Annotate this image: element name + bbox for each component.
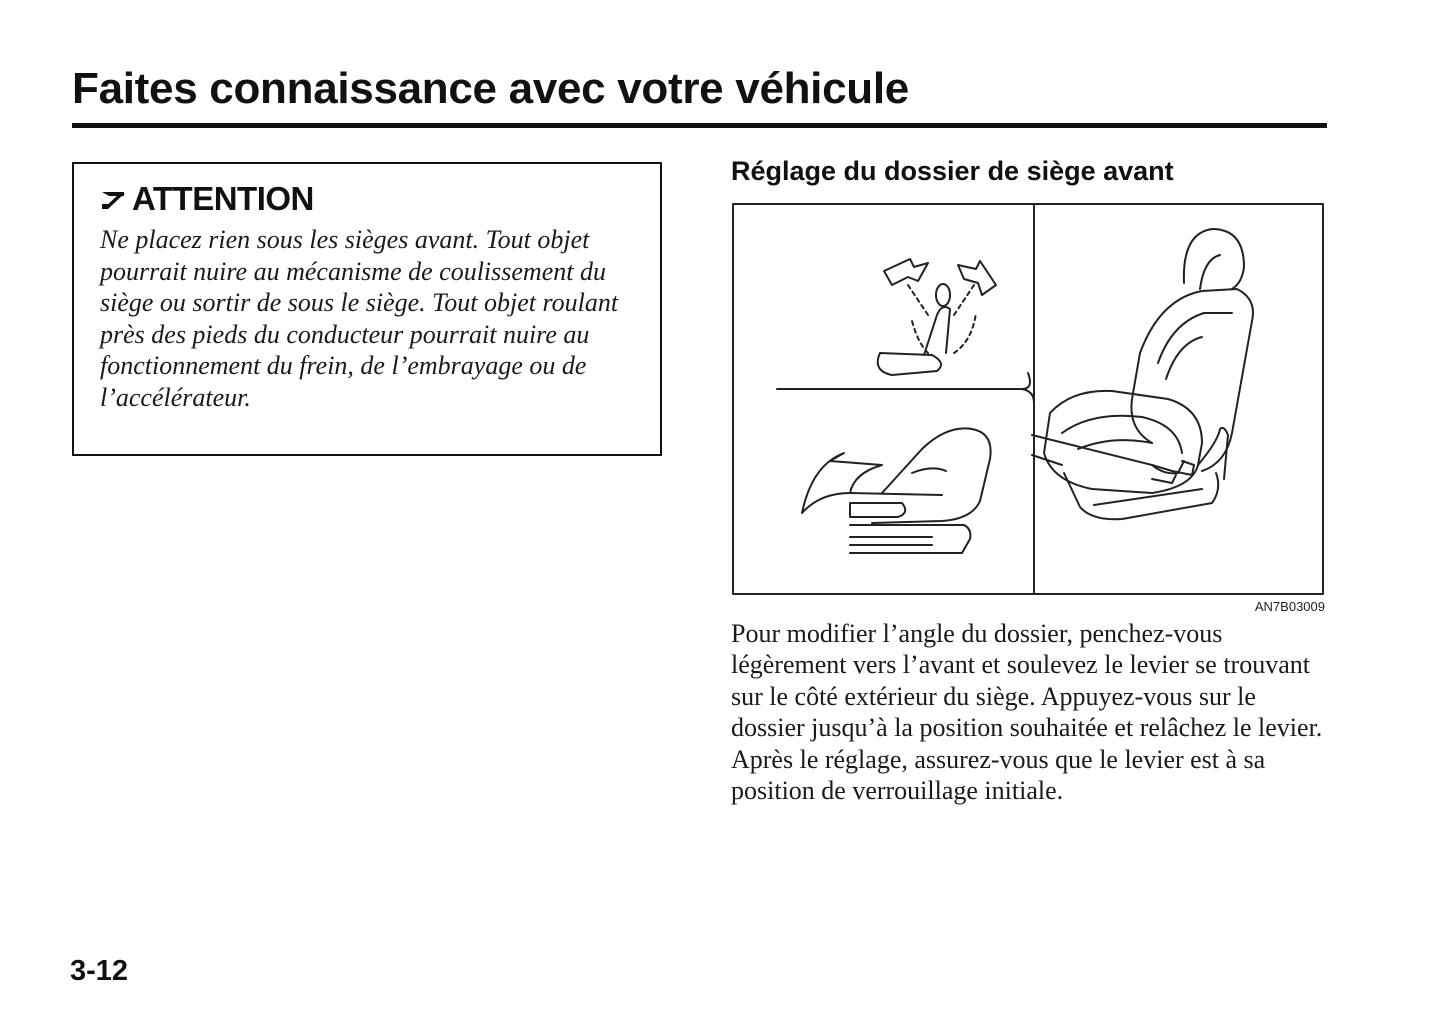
figure-code: AN7B03009 [1254, 599, 1325, 614]
recline-diagram [878, 259, 996, 375]
section-heading: Réglage du dossier de siège avant [731, 156, 1174, 186]
lever-diagram [802, 428, 991, 553]
warning-label: ATTENTION [132, 180, 314, 217]
seat-adjustment-illustration [732, 203, 1324, 595]
page-title: Faites connaissance avec votre véhicule [72, 64, 909, 113]
warning-box [72, 162, 662, 456]
title-divider [72, 123, 1327, 128]
warning-header [100, 180, 314, 218]
body-text: Pour modifier l’angle du dossier, penchez-vous légèrement vers l’avant et soulevez le levier se trouvant sur le côté extérieur du siège. Appuyez-vous sur le dossier jusqu’à la position souhaitée et relâchez le levier. Après le réglage, assurez-vous que le levier est à sa position de verrouillage initiale. [731, 619, 1323, 806]
warning-text: Ne placez rien sous les sièges avant. Tout objet pourrait nuire au mécanisme de coulissement du siège ou sortir de sous le siège. Tout objet roulant près des pieds du conducteur pourrait nuire au fonctionnement du frein, de l’embrayage ou de l’accélérateur. [100, 225, 619, 412]
warning-slash-icon [100, 190, 126, 210]
seat-diagram [1032, 229, 1253, 519]
page-number: 3-12 [70, 955, 129, 987]
